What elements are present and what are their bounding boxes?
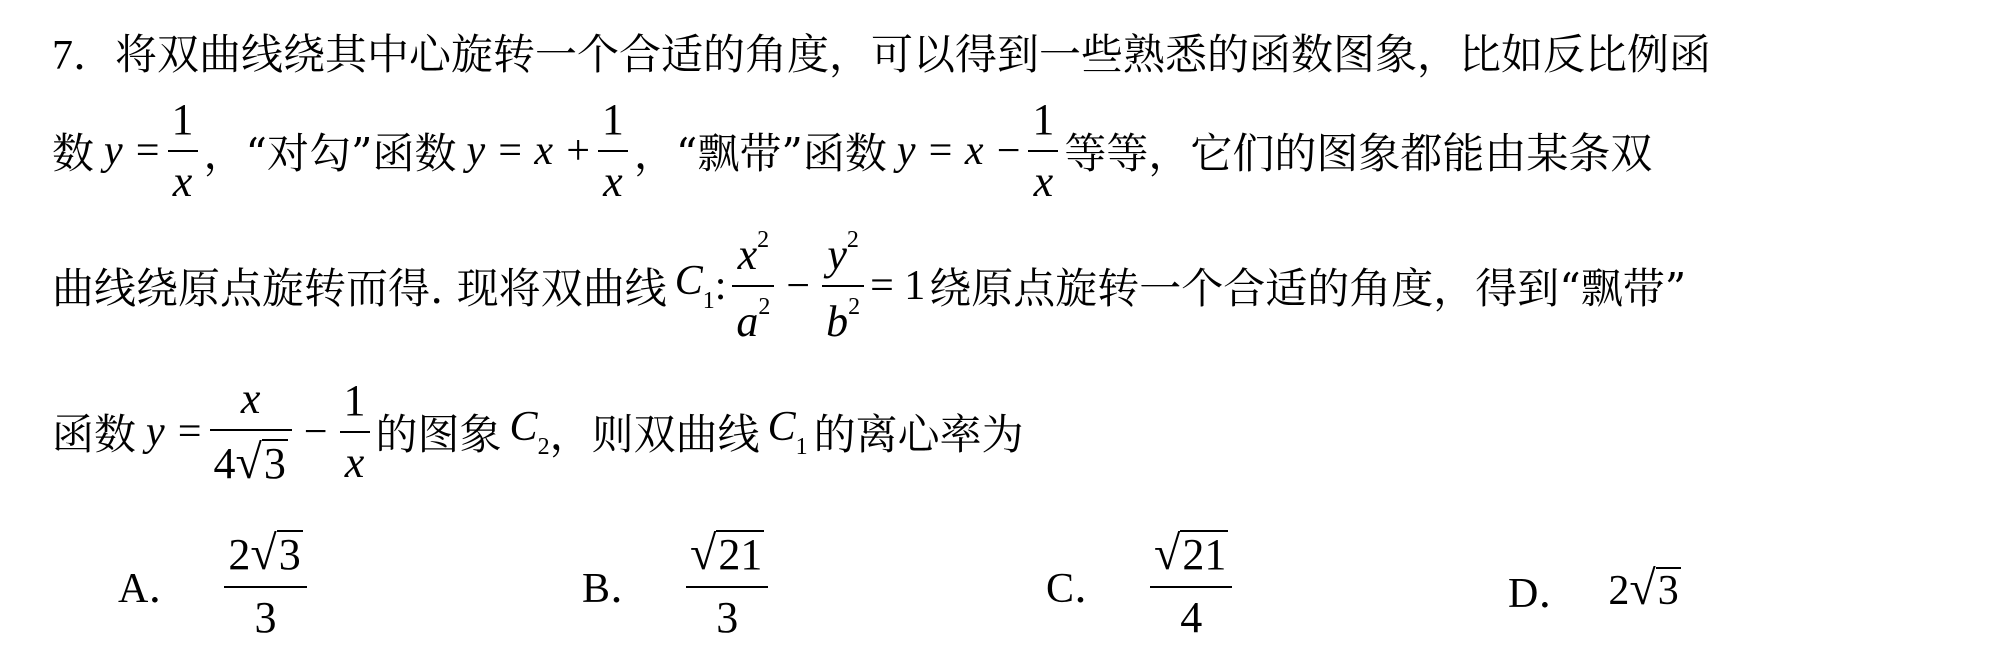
fraction-bar xyxy=(598,150,628,152)
curve-subscript: 1 xyxy=(702,288,715,314)
fraction-numerator xyxy=(1150,527,1232,581)
answer-options xyxy=(0,527,2000,643)
fraction-inverse xyxy=(168,95,198,206)
fraction-bar xyxy=(1150,586,1232,588)
fraction-denominator: x xyxy=(603,157,623,206)
fraction-numerator xyxy=(686,527,768,581)
question-number: 7． xyxy=(52,33,116,79)
question-line-4 xyxy=(52,372,1024,492)
fraction-bar xyxy=(686,586,768,588)
radical-sign-icon: √ xyxy=(250,527,277,581)
fraction-numerator: 1 xyxy=(343,376,366,425)
option-a[interactable] xyxy=(118,527,313,643)
radicand: 3 xyxy=(278,530,301,579)
radicand: 3 xyxy=(1657,567,1679,614)
curve-c2-symbol xyxy=(510,403,550,461)
text-fragment: ，则双曲线 xyxy=(549,410,760,459)
fraction-numerator: 1 xyxy=(171,95,194,144)
exponent: 2 xyxy=(757,227,770,253)
option-value-fraction xyxy=(1150,527,1232,643)
fraction-denominator xyxy=(210,436,292,490)
fraction-bar xyxy=(1028,150,1058,152)
curve-letter: C xyxy=(509,404,538,450)
option-c[interactable] xyxy=(1046,527,1238,643)
radical-sign-icon: √ xyxy=(1629,562,1656,615)
text-fragment: 函数 xyxy=(52,410,137,459)
curve-letter: C xyxy=(674,258,703,304)
option-d[interactable] xyxy=(1508,560,1681,620)
option-value xyxy=(1608,562,1680,615)
option-b[interactable] xyxy=(582,527,774,643)
formula-target-prefix: y = xyxy=(146,409,204,455)
minus-sign: − xyxy=(786,263,811,309)
curve-subscript: 2 xyxy=(537,434,550,460)
square-root xyxy=(1629,562,1680,615)
fraction-numerator xyxy=(224,527,306,581)
radical-sign-icon: √ xyxy=(1154,527,1181,581)
fraction-hook xyxy=(598,95,628,206)
radical-sign-icon: √ xyxy=(690,527,717,581)
text-fragment: ，“飘带”函数 xyxy=(633,129,887,178)
text-fragment: ，“对勾”函数 xyxy=(203,129,457,178)
coefficient: 2 xyxy=(1608,568,1630,614)
var-x: x xyxy=(737,230,758,279)
square-root xyxy=(690,527,764,581)
exponent: 2 xyxy=(758,294,771,320)
fraction-bar xyxy=(822,285,864,287)
fraction-numerator xyxy=(823,228,863,277)
radicand: 3 xyxy=(263,438,286,488)
fraction-bar xyxy=(224,586,306,588)
curve-subscript: 1 xyxy=(795,434,808,460)
curve-c1-symbol xyxy=(768,403,808,461)
colon: : xyxy=(714,263,727,309)
fraction-denominator xyxy=(822,295,864,344)
square-root xyxy=(250,527,302,581)
fraction-one-over-x xyxy=(340,376,370,487)
text-fragment: 的图象 xyxy=(375,410,502,459)
option-value-fraction xyxy=(224,527,306,643)
coefficient: 4 xyxy=(213,439,236,489)
text-fragment: 等等，它们的图象都能由某条双 xyxy=(1064,129,1653,178)
fraction-denominator: x xyxy=(344,438,365,487)
formula-ribbon-prefix: y = x − xyxy=(896,128,1023,174)
text-fragment: 的离心率为 xyxy=(813,410,1024,459)
fraction-y2-b2 xyxy=(822,228,864,344)
formula-hook-prefix: y = x + xyxy=(466,128,592,174)
fraction-bar xyxy=(210,429,292,431)
question-line-1 xyxy=(52,22,1711,82)
var-a: a xyxy=(736,297,759,346)
fraction-denominator: x xyxy=(1033,157,1054,206)
fraction-bar xyxy=(732,285,774,287)
question-line-3 xyxy=(52,226,1686,346)
fraction-numerator: 1 xyxy=(1032,95,1055,144)
option-letter: B． xyxy=(582,566,653,613)
fraction-denominator: x xyxy=(172,157,193,206)
square-root xyxy=(235,436,288,490)
fraction-numerator: x xyxy=(240,373,261,423)
text-fragment: 曲线绕原点旋转而得. 现将双曲线 xyxy=(52,264,667,313)
fraction-denominator: 4 xyxy=(1180,593,1203,643)
option-letter: C． xyxy=(1046,566,1117,613)
option-letter: A． xyxy=(118,566,191,613)
radical-sign-icon: √ xyxy=(235,436,262,490)
fraction-denominator xyxy=(732,295,774,344)
exponent: 2 xyxy=(848,294,861,320)
fraction-numerator xyxy=(734,228,774,277)
minus-sign: − xyxy=(303,409,328,455)
curve-c1-symbol xyxy=(675,257,715,315)
coefficient: 2 xyxy=(228,530,251,580)
option-letter: D． xyxy=(1508,571,1581,617)
radicand: 21 xyxy=(718,530,763,579)
text-fragment: 数 xyxy=(52,129,95,178)
question-text-line-1: 将双曲线绕其中心旋转一个合适的角度，可以得到一些熟悉的函数图象，比如反比例函 xyxy=(115,30,1712,79)
exponent: 2 xyxy=(846,227,859,253)
fraction-bar xyxy=(168,150,198,152)
fraction-denominator: 3 xyxy=(254,593,277,643)
formula-inverse-prefix: y = xyxy=(104,128,162,174)
square-root xyxy=(1154,527,1228,581)
curve-letter: C xyxy=(767,404,796,450)
fraction-x-over-4root3 xyxy=(210,373,292,490)
option-value-fraction xyxy=(686,527,768,643)
equals-one: = 1 xyxy=(870,263,926,309)
fraction-x2-a2 xyxy=(732,228,774,344)
fraction-ribbon xyxy=(1028,95,1058,206)
question-line-2 xyxy=(52,96,1652,206)
fraction-numerator: 1 xyxy=(601,95,624,144)
text-fragment: 绕原点旋转一个合适的角度，得到“飘带” xyxy=(929,264,1687,313)
fraction-denominator: 3 xyxy=(716,593,739,643)
var-b: b xyxy=(826,297,849,346)
var-y: y xyxy=(827,230,847,279)
radicand: 21 xyxy=(1182,530,1227,579)
fraction-bar xyxy=(340,431,370,433)
